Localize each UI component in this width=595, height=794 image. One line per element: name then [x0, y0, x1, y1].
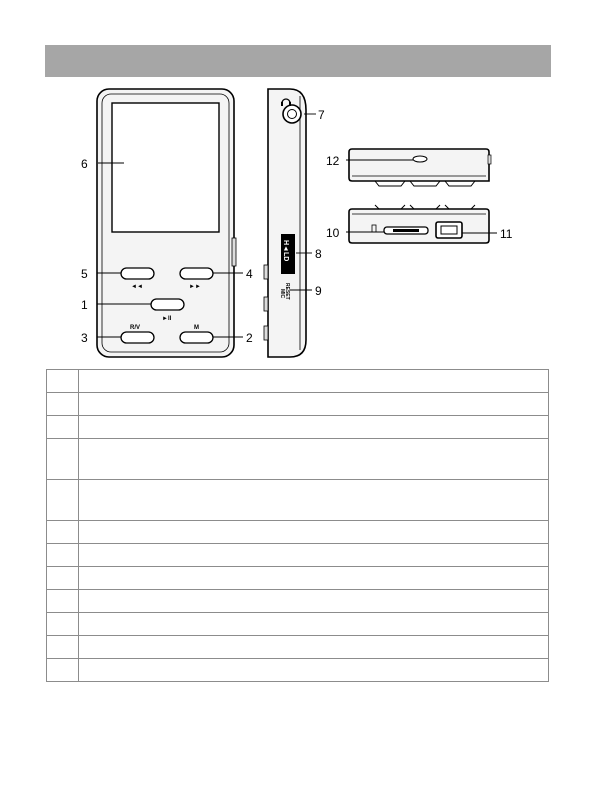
- legend-number-cell: [47, 659, 79, 682]
- legend-row: [47, 521, 549, 544]
- device-illustration: [0, 0, 595, 370]
- legend-number-cell: [47, 590, 79, 613]
- legend-description-cell: [79, 393, 549, 416]
- callout-8: 8: [315, 247, 322, 261]
- parts-legend-table: [46, 369, 549, 682]
- fast-forward-label: ►►: [189, 284, 201, 290]
- legend-row: [47, 590, 549, 613]
- legend-description-cell: [79, 416, 549, 439]
- legend-description-cell: [79, 370, 549, 393]
- callout-6: 6: [81, 157, 88, 171]
- legend-description-cell: [79, 521, 549, 544]
- legend-description-cell: [79, 439, 549, 480]
- legend-number-cell: [47, 636, 79, 659]
- hold-switch-label: H◄LD: [282, 240, 289, 262]
- legend-number-cell: [47, 567, 79, 590]
- player-top-view: [349, 149, 491, 186]
- legend-number-cell: [47, 416, 79, 439]
- lanyard-hole: [413, 156, 427, 162]
- rv-label: R/V: [130, 325, 141, 331]
- rewind-label: ◄◄: [131, 284, 143, 290]
- legend-description-cell: [79, 480, 549, 521]
- play-pause-button: [151, 299, 184, 310]
- mic-label: MIC: [279, 289, 285, 299]
- callout-7: 7: [318, 108, 325, 122]
- legend-description-cell: [79, 636, 549, 659]
- callout-5: 5: [81, 267, 88, 281]
- player-screen: [112, 103, 219, 232]
- legend-description-cell: [79, 567, 549, 590]
- m-button: [180, 332, 213, 343]
- legend-number-cell: [47, 480, 79, 521]
- legend-row: [47, 416, 549, 439]
- callout-4: 4: [246, 267, 253, 281]
- legend-number-cell: [47, 613, 79, 636]
- legend-row: [47, 544, 549, 567]
- legend-description-cell: [79, 590, 549, 613]
- reset-label: RESET: [284, 283, 290, 300]
- legend-description-cell: [79, 659, 549, 682]
- legend-row: [47, 370, 549, 393]
- m-label: M: [194, 325, 199, 331]
- callout-12: 12: [326, 154, 340, 168]
- fast-forward-button: [180, 268, 213, 279]
- legend-description-cell: [79, 544, 549, 567]
- callout-9: 9: [315, 284, 322, 298]
- rewind-button: [121, 268, 154, 279]
- legend-number-cell: [47, 370, 79, 393]
- player-front-view: [97, 89, 236, 357]
- callout-11: 11: [500, 227, 513, 241]
- legend-row: [47, 659, 549, 682]
- play-pause-label: ►II: [162, 316, 172, 322]
- legend-number-cell: [47, 393, 79, 416]
- legend-row: [47, 480, 549, 521]
- callout-3: 3: [81, 331, 88, 345]
- callout-2: 2: [246, 331, 253, 345]
- rv-button: [121, 332, 154, 343]
- player-bottom-view: [349, 205, 489, 243]
- callout-10: 10: [326, 226, 340, 240]
- legend-number-cell: [47, 439, 79, 480]
- legend-description-cell: [79, 613, 549, 636]
- legend-row: [47, 636, 549, 659]
- legend-row: [47, 567, 549, 590]
- callout-1: 1: [81, 298, 88, 312]
- legend-number-cell: [47, 544, 79, 567]
- player-side-view: [264, 89, 306, 357]
- legend-row: [47, 393, 549, 416]
- legend-row: [47, 613, 549, 636]
- legend-row: [47, 439, 549, 480]
- legend-number-cell: [47, 521, 79, 544]
